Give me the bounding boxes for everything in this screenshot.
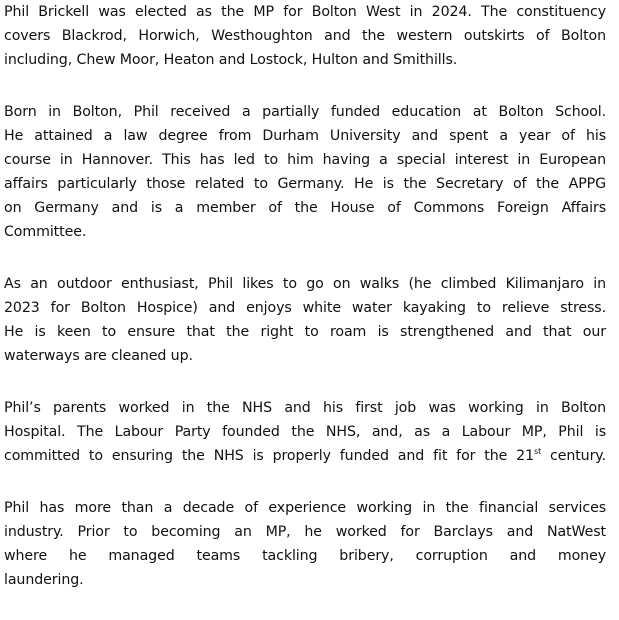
text-line: on Germany and is a member of the House of Commons Foreign Affairs [4, 200, 606, 216]
ordinal-superscript: st [534, 447, 542, 456]
paragraph-education [4, 100, 606, 244]
text-segment: century. [541, 448, 606, 464]
text-line: As an outdoor enthusiast, Phil likes to go on walks (he climbed Kilimanjaro in [4, 276, 606, 292]
paragraph-nhs [4, 396, 606, 468]
text-line: Committee. [4, 224, 87, 240]
text-segment: committed to ensuring the NHS is properly funded and fit for the 21 [4, 448, 534, 464]
paragraph-interests [4, 272, 606, 368]
text-line: affairs particularly those related to Germany. He is the Secretary of the APPG [4, 176, 606, 192]
text-line: Phil has more than a decade of experience working in the financial services [4, 500, 606, 516]
text-line: 2023 for Bolton Hospice) and enjoys white water kayaking to relieve stress. [4, 300, 606, 316]
paragraph-intro [4, 0, 606, 72]
paragraph-career [4, 496, 606, 592]
text-line: Phil’s parents worked in the NHS and his first job was working in Bolton [4, 400, 606, 416]
text-line: course in Hannover. This has led to him having a special interest in European [4, 152, 606, 168]
text-line: waterways are cleaned up. [4, 348, 193, 364]
text-line: laundering. [4, 572, 84, 588]
biography-document [4, 0, 606, 620]
text-line: Hospital. The Labour Party founded the NHS, and, as a Labour MP, Phil is [4, 424, 606, 440]
text-line: Phil Brickell was elected as the MP for Bolton West in 2024. The constituency [4, 4, 606, 20]
text-line: He attained a law degree from Durham University and spent a year of his [4, 128, 606, 144]
text-line: including, Chew Moor, Heaton and Lostock, Hulton and Smithills. [4, 52, 458, 68]
text-line [4, 444, 606, 468]
text-line: Born in Bolton, Phil received a partially funded education at Bolton School. [4, 104, 606, 120]
text-line: industry. Prior to becoming an MP, he worked for Barclays and NatWest [4, 524, 606, 540]
text-line: covers Blackrod, Horwich, Westhoughton and the western outskirts of Bolton [4, 28, 606, 44]
text-line: He is keen to ensure that the right to roam is strengthened and that our [4, 324, 606, 340]
text-line: where he managed teams tackling bribery, corruption and money [4, 548, 606, 564]
